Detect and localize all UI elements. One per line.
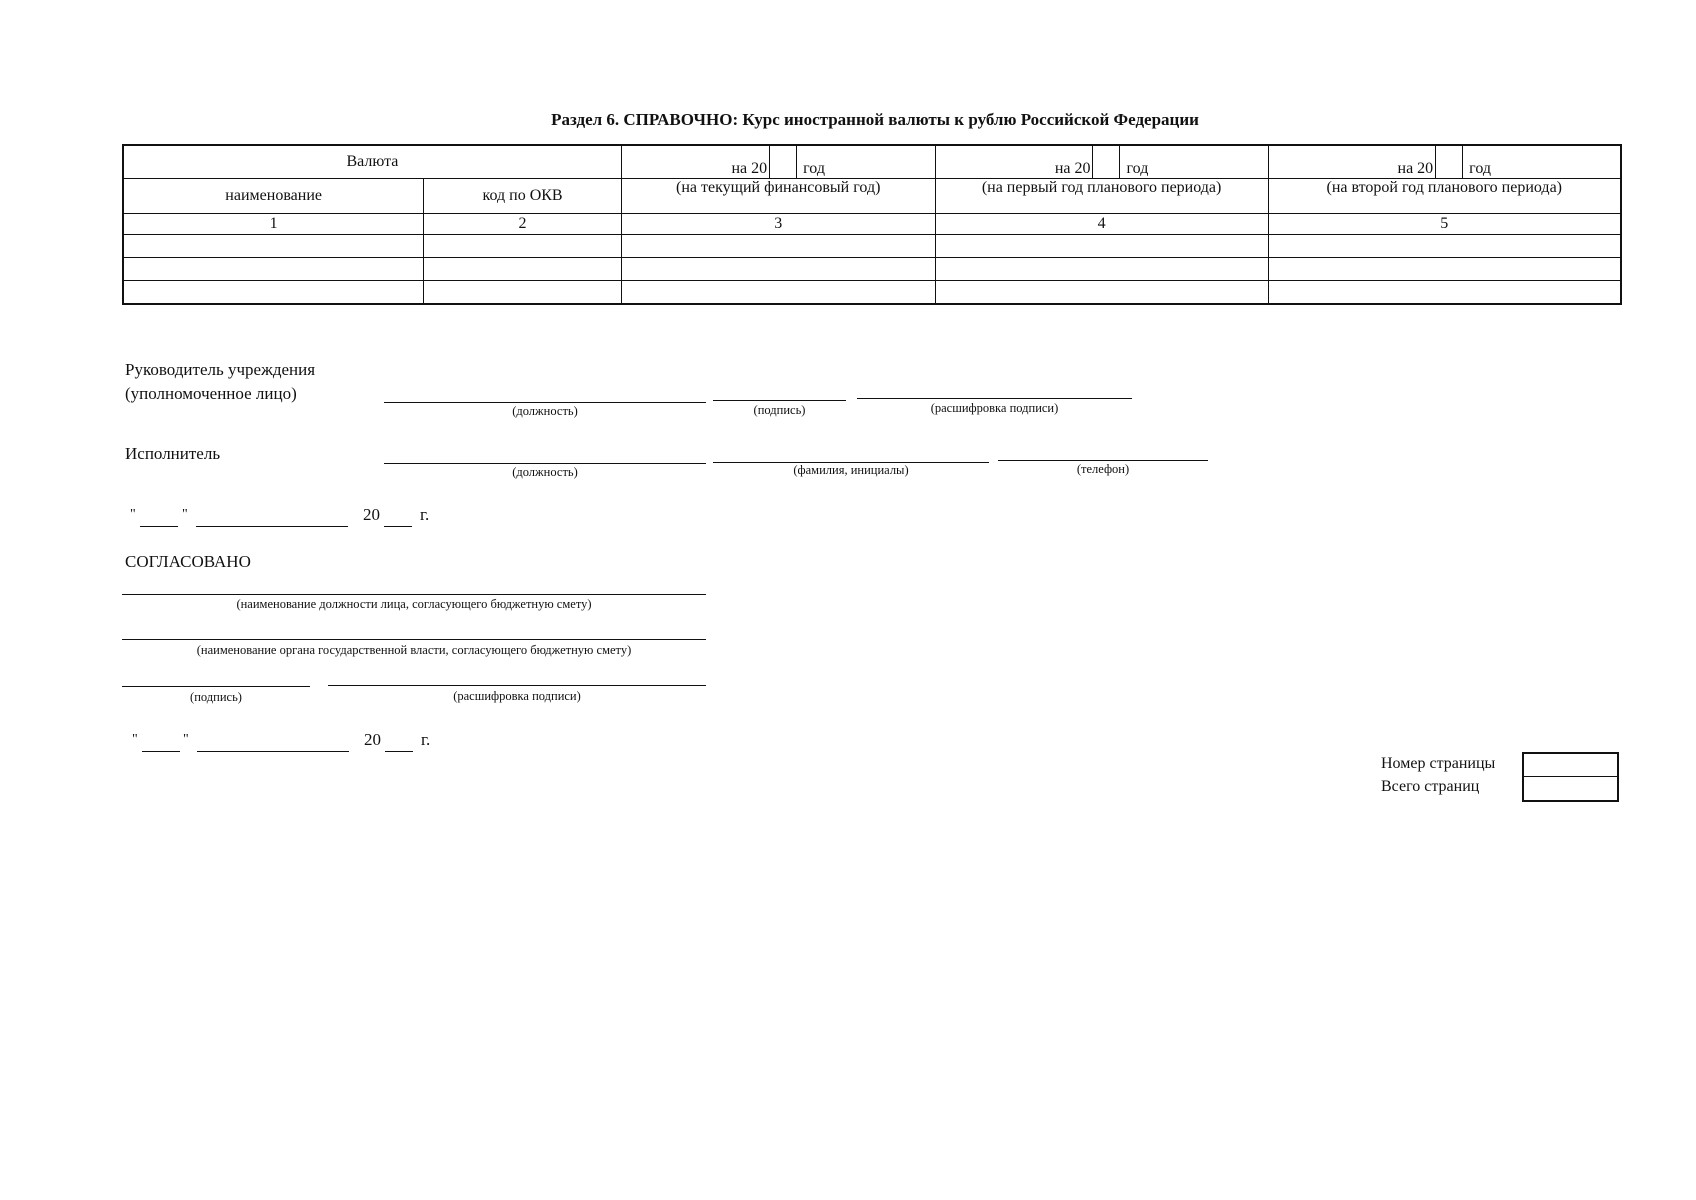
year-first-header	[935, 145, 1268, 179]
column-number: 3	[621, 214, 935, 235]
date-close-quote: "	[182, 507, 188, 522]
approval-signature-decoding-field[interactable]	[328, 685, 706, 686]
period-first-label: (на первый год планового периода)	[935, 179, 1268, 214]
date-open-quote: "	[132, 732, 138, 747]
year-suffix: год	[1126, 160, 1149, 177]
year-second-header	[1268, 145, 1621, 179]
period-current-label: (на текущий финансовый год)	[621, 179, 935, 214]
year-current-input[interactable]	[769, 146, 797, 178]
date-year-prefix: 20	[364, 730, 381, 749]
cell-input[interactable]	[123, 258, 424, 281]
year-prefix: на 20	[1054, 160, 1091, 177]
caption-fio: (фамилия, инициалы)	[793, 463, 909, 477]
executor-label: Исполнитель	[125, 444, 221, 463]
page-counter-divider	[1524, 776, 1617, 777]
cell-input[interactable]	[621, 281, 935, 305]
cell-input[interactable]	[935, 235, 1268, 258]
approval-heading: СОГЛАСОВАНО	[125, 552, 251, 571]
head-label-line2: (уполномоченное лицо)	[125, 384, 297, 403]
caption-position: (должность)	[512, 465, 578, 479]
name-header: наименование	[123, 179, 424, 214]
column-number: 4	[935, 214, 1268, 235]
date-close-quote: "	[183, 732, 189, 747]
total-pages-label: Всего страниц	[1381, 778, 1480, 795]
caption-signature: (подпись)	[753, 403, 806, 417]
caption-signature-decoding: (расшифровка подписи)	[453, 689, 581, 703]
cell-input[interactable]	[1268, 281, 1621, 305]
table-row	[123, 235, 1621, 258]
executor-phone-field[interactable]	[998, 460, 1208, 461]
date-day-field[interactable]	[140, 526, 178, 527]
cell-input[interactable]	[424, 281, 622, 305]
head-signature-field[interactable]	[713, 400, 846, 401]
head-signature-decoding-field[interactable]	[857, 398, 1132, 399]
caption-phone: (телефон)	[1076, 462, 1130, 476]
cell-input[interactable]	[1268, 258, 1621, 281]
year-current-header	[621, 145, 935, 179]
caption-official-position: (наименование должности лица, согласующего бюджетную смету)	[236, 597, 592, 611]
head-label-line1: Руководитель учреждения	[125, 360, 316, 379]
date-year-suffix: г.	[421, 730, 431, 749]
caption-position: (должность)	[512, 404, 578, 418]
page-counter-box[interactable]	[1522, 752, 1619, 802]
table-row	[123, 281, 1621, 305]
period-second-label: (на второй год планового периода)	[1268, 179, 1621, 214]
head-position-field[interactable]	[384, 402, 706, 403]
date-open-quote: "	[130, 507, 136, 522]
cell-input[interactable]	[621, 258, 935, 281]
cell-input[interactable]	[935, 281, 1268, 305]
cell-input[interactable]	[123, 281, 424, 305]
caption-signature: (подпись)	[190, 690, 242, 704]
date-year-suffix: г.	[420, 505, 430, 524]
section-title: Раздел 6. СПРАВОЧНО: Курс иностранной валюты к рублю Российской Федерации	[551, 110, 1199, 129]
approval-date-day-field[interactable]	[142, 751, 180, 752]
cell-input[interactable]	[935, 258, 1268, 281]
caption-signature-decoding: (расшифровка подписи)	[930, 401, 1059, 415]
year-suffix: год	[1469, 160, 1492, 177]
table-row	[123, 258, 1621, 281]
cell-input[interactable]	[621, 235, 935, 258]
year-second-input[interactable]	[1435, 146, 1463, 178]
year-first-input[interactable]	[1092, 146, 1120, 178]
date-year-prefix: 20	[363, 505, 380, 524]
column-number: 1	[123, 214, 424, 235]
cell-input[interactable]	[424, 235, 622, 258]
page-number-label: Номер страницы	[1381, 755, 1496, 772]
okv-code-header: код по ОКВ	[424, 179, 622, 214]
currency-header: Валюта	[123, 145, 621, 179]
executor-position-field[interactable]	[384, 463, 706, 464]
cell-input[interactable]	[424, 258, 622, 281]
approval-date-year-field[interactable]	[385, 751, 413, 752]
cell-input[interactable]	[123, 235, 424, 258]
approval-signature-field[interactable]	[122, 686, 310, 687]
year-suffix: год	[803, 160, 825, 177]
date-month-field[interactable]	[196, 526, 348, 527]
date-year-field[interactable]	[384, 526, 412, 527]
approval-date-month-field[interactable]	[197, 751, 349, 752]
column-number: 5	[1268, 214, 1621, 235]
year-prefix: на 20	[731, 160, 768, 177]
approval-authority-field[interactable]	[122, 639, 706, 640]
approval-official-position-field[interactable]	[122, 594, 706, 595]
currency-rate-table	[122, 144, 1622, 305]
caption-authority: (наименование органа государственной власти, согласующего бюджетную смету)	[196, 643, 632, 657]
cell-input[interactable]	[1268, 235, 1621, 258]
column-number: 2	[424, 214, 622, 235]
year-prefix: на 20	[1397, 160, 1434, 177]
